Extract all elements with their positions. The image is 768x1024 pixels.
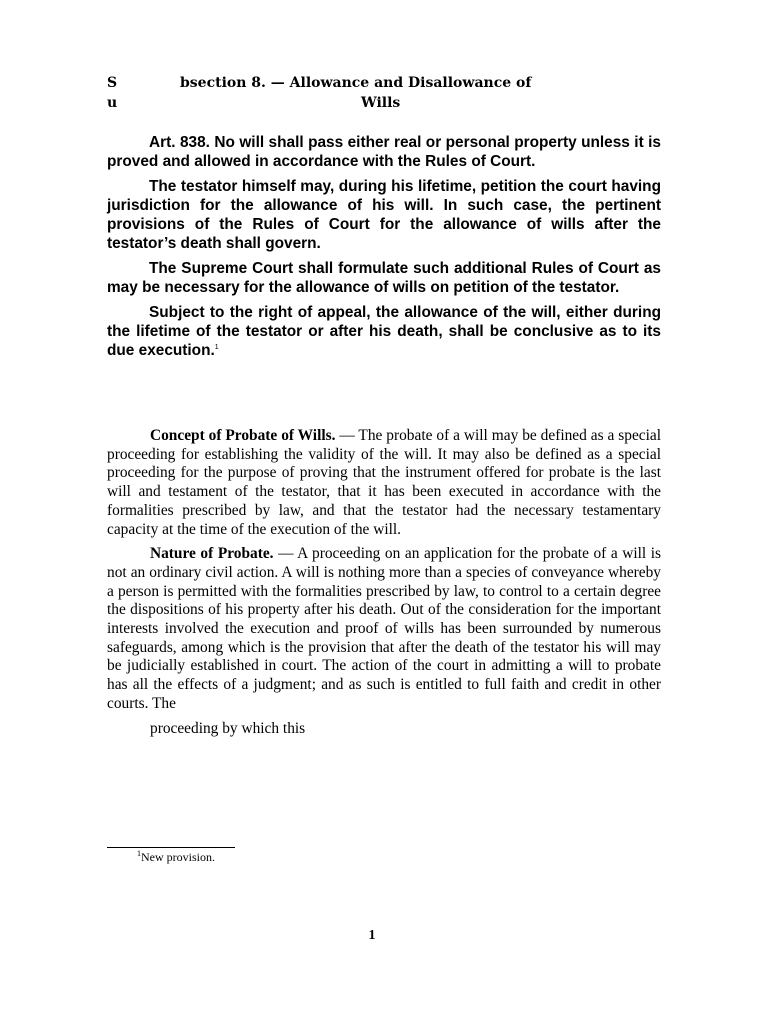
footnote-marker: 1	[137, 849, 141, 858]
commentary-last-line: proceeding by which this	[150, 719, 306, 737]
footnote-separator	[107, 847, 235, 848]
commentary-paragraph: Concept of Probate of Wills. — The probate of a will may be defined as a special proceeding for establishing the validity of the will. It may also be defined as a special proceeding for the purpose of proving that the instrument offered for probate is the last will and testament of the testator, that it has been executed in accordance with the formalities prescribed by law, and that the testator had the necessary testamentary capacity at the time of the execution of the will.	[107, 427, 661, 538]
paragraph-title: Concept of Probate of Wills.	[150, 427, 336, 444]
heading-letter-s: S	[107, 75, 118, 91]
heading-letter-u: u	[107, 95, 118, 111]
article-paragraph: The Supreme Court shall formulate such additional Rules of Court as may be necessary for the allowance of wills on petition of the testator.	[107, 260, 661, 296]
article-paragraph: Subject to the right of appeal, the allowance of the will, either during the lifetime of the testator or after his death, shall be conclusive as to its due execution.$^1$	[107, 304, 661, 359]
article-paragraph: The testator himself may, during his lifetime, petition the court having jurisdiction for the allowance of his will. In such case, the pertinent provisions of the Rules of Court for the allowance of wills after the testator’s death shall govern.	[107, 178, 661, 252]
footnote-reference: 1	[214, 343, 219, 351]
footnote	[137, 850, 215, 865]
heading-line-2: Wills	[361, 95, 401, 111]
article-paragraph: Art. 838. No will shall pass either real or personal property unless it is proved and allowed in accordance with the Rules of Court.	[107, 134, 661, 170]
paragraph-title: Nature of Probate.	[150, 545, 274, 563]
subsection-heading	[107, 75, 663, 115]
article-text	[107, 133, 661, 366]
footnote-text: New provision.	[141, 850, 215, 864]
commentary-text	[107, 427, 661, 744]
commentary-paragraph: Nature of Probate. — A proceeding on an application for the probate of a will is not an ordinary civil action. A will is nothing more than a species of conveyance whereby a person is permitted with the formalities prescribed by law, to control to a certain degree the dispositions of his property after his death. Out of the consideration for the important interests involved the execution and proof of wills has been surrounded by numerous safeguards, among which is the provision that after the death of the testator his will may be judicially established in court. The action of the court in admitting a will to probate has all the effects of a judgment; and as such is entitled to full faith and credit in other courts. The	[107, 545, 662, 712]
page-number: 1	[368, 928, 376, 943]
heading-line-1: bsection 8. — Allowance and Disallowance of	[180, 75, 532, 91]
